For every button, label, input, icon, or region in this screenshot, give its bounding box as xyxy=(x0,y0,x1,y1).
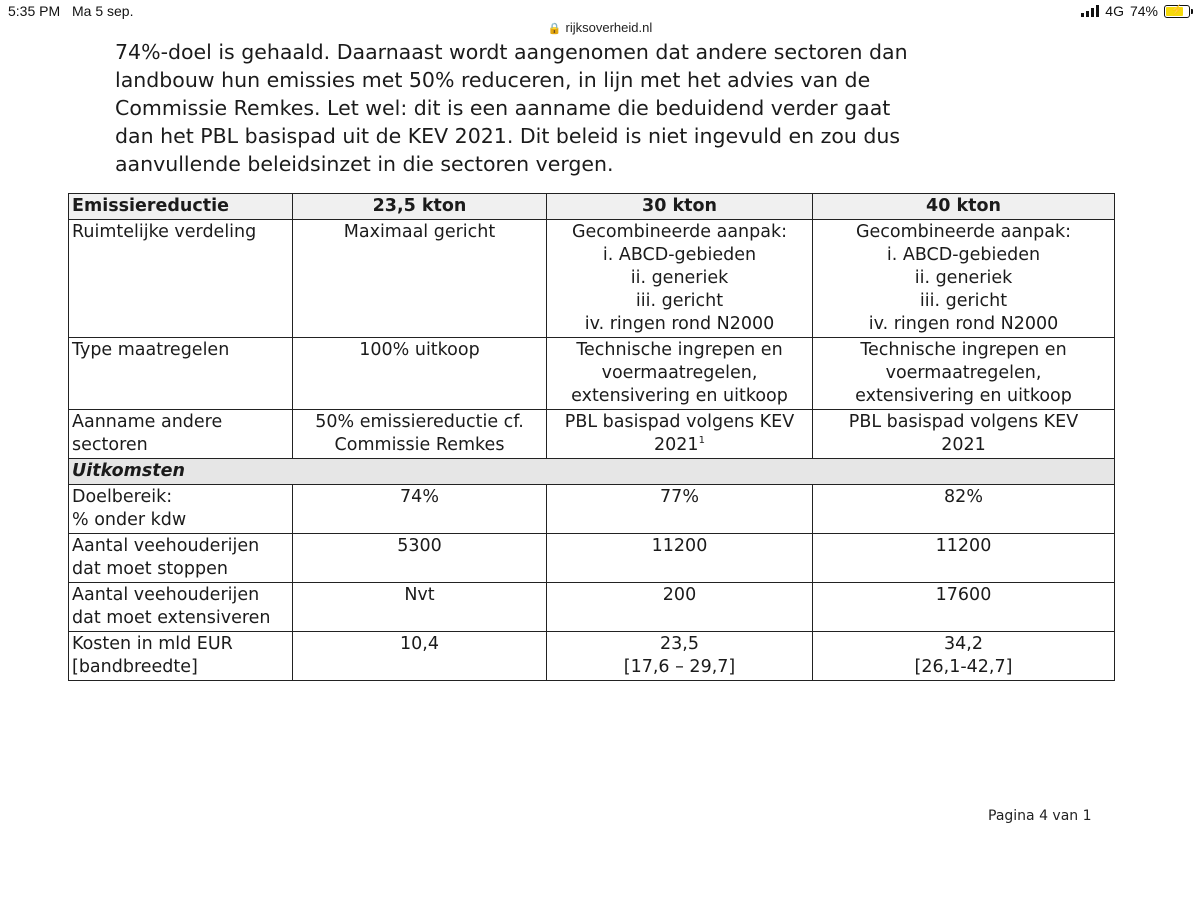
table-cell: 17600 xyxy=(813,583,1115,632)
status-date: Ma 5 sep. xyxy=(72,3,134,19)
address-bar[interactable] xyxy=(0,20,1200,40)
url-text: rijksoverheid.nl xyxy=(565,20,653,35)
table-row xyxy=(69,485,1115,534)
header-cell: 40 kton xyxy=(813,194,1115,220)
paragraph-line: 74%-doel is gehaald. Daarnaast wordt aangenomen dat andere sectoren dan xyxy=(115,40,908,64)
row-label: Aantal veehouderijen dat moet stoppen xyxy=(69,534,293,583)
table-cell: PBL basispad volgens KEV 2021 xyxy=(813,410,1115,459)
table-cell: 77% xyxy=(547,485,813,534)
table-row xyxy=(69,534,1115,583)
paragraph-line: aanvullende beleidsinzet in die sectoren vergen. xyxy=(115,152,614,176)
table-row xyxy=(69,338,1115,410)
footnote-marker[interactable]: 1 xyxy=(698,435,705,447)
paragraph-line: landbouw hun emissies met 50% reduceren, in lijn met het advies van de xyxy=(115,68,871,92)
status-right-group xyxy=(1081,3,1190,19)
table-cell: 23,5 [17,6 – 29,7] xyxy=(547,632,813,681)
table-row xyxy=(69,632,1115,681)
table-cell: Technische ingrepen en voermaatregelen, extensivering en uitkoop xyxy=(813,338,1115,410)
row-label: Doelbereik: % onder kdw xyxy=(69,485,293,534)
paragraph-line: Commissie Remkes. Let wel: dit is een aanname die beduidend verder gaat xyxy=(115,96,891,120)
lock-icon: 🔒 xyxy=(547,23,562,35)
battery-icon: ⚡ xyxy=(1164,5,1190,18)
paragraph-line: dan het PBL basispad uit de KEV 2021. Dit beleid is niet ingevuld en zou dus xyxy=(115,124,901,148)
table-cell: 200 xyxy=(547,583,813,632)
table-row xyxy=(69,583,1115,632)
row-label: Aantal veehouderijen dat moet extensiveren xyxy=(69,583,293,632)
table-row xyxy=(69,220,1115,338)
table-cell: 11200 xyxy=(547,534,813,583)
section-row xyxy=(69,459,1115,485)
table-header-row xyxy=(69,194,1115,220)
table-cell: Gecombineerde aanpak: i. ABCD-gebieden ii. generiek iii. gericht iv. ringen rond N2000 xyxy=(547,220,813,338)
table-cell: Maximaal gericht xyxy=(293,220,547,338)
status-time: 5:35 PM xyxy=(8,3,61,19)
table-cell: 74% xyxy=(293,485,547,534)
table-cell: Gecombineerde aanpak: i. ABCD-gebieden ii. generiek iii. gericht iv. ringen rond N2000 xyxy=(813,220,1115,338)
network-label: 4G xyxy=(1105,3,1124,19)
status-bar xyxy=(0,0,1200,22)
table-cell: 82% xyxy=(813,485,1115,534)
header-cell: 30 kton xyxy=(547,194,813,220)
table-cell: 34,2 [26,1-42,7] xyxy=(813,632,1115,681)
header-cell: Emissiereductie xyxy=(69,194,293,220)
battery-percent: 74% xyxy=(1129,3,1158,19)
section-title: Uitkomsten xyxy=(69,459,1115,485)
table-cell: 10,4 xyxy=(293,632,547,681)
page-number: Pagina 4 van 1 xyxy=(988,808,1092,824)
scenario-table xyxy=(68,193,1115,681)
row-label: Aanname andere sectoren xyxy=(69,410,293,459)
table-cell: Technische ingrepen en voermaatregelen, extensivering en uitkoop xyxy=(547,338,813,410)
table-cell: 5300 xyxy=(293,534,547,583)
row-label: Kosten in mld EUR [bandbreedte] xyxy=(69,632,293,681)
signal-icon xyxy=(1081,5,1099,17)
table-cell: 50% emissiereductie cf. Commissie Remkes xyxy=(293,410,547,459)
body-paragraph xyxy=(115,38,995,178)
table-cell: 100% uitkoop xyxy=(293,338,547,410)
row-label: Type maatregelen xyxy=(69,338,293,410)
table-cell: PBL basispad volgens KEV 2021$^1$ xyxy=(547,410,813,459)
table-cell: Nvt xyxy=(293,583,547,632)
header-cell: 23,5 kton xyxy=(293,194,547,220)
table-row xyxy=(69,410,1115,459)
row-label: Ruimtelijke verdeling xyxy=(69,220,293,338)
table-cell: 11200 xyxy=(813,534,1115,583)
